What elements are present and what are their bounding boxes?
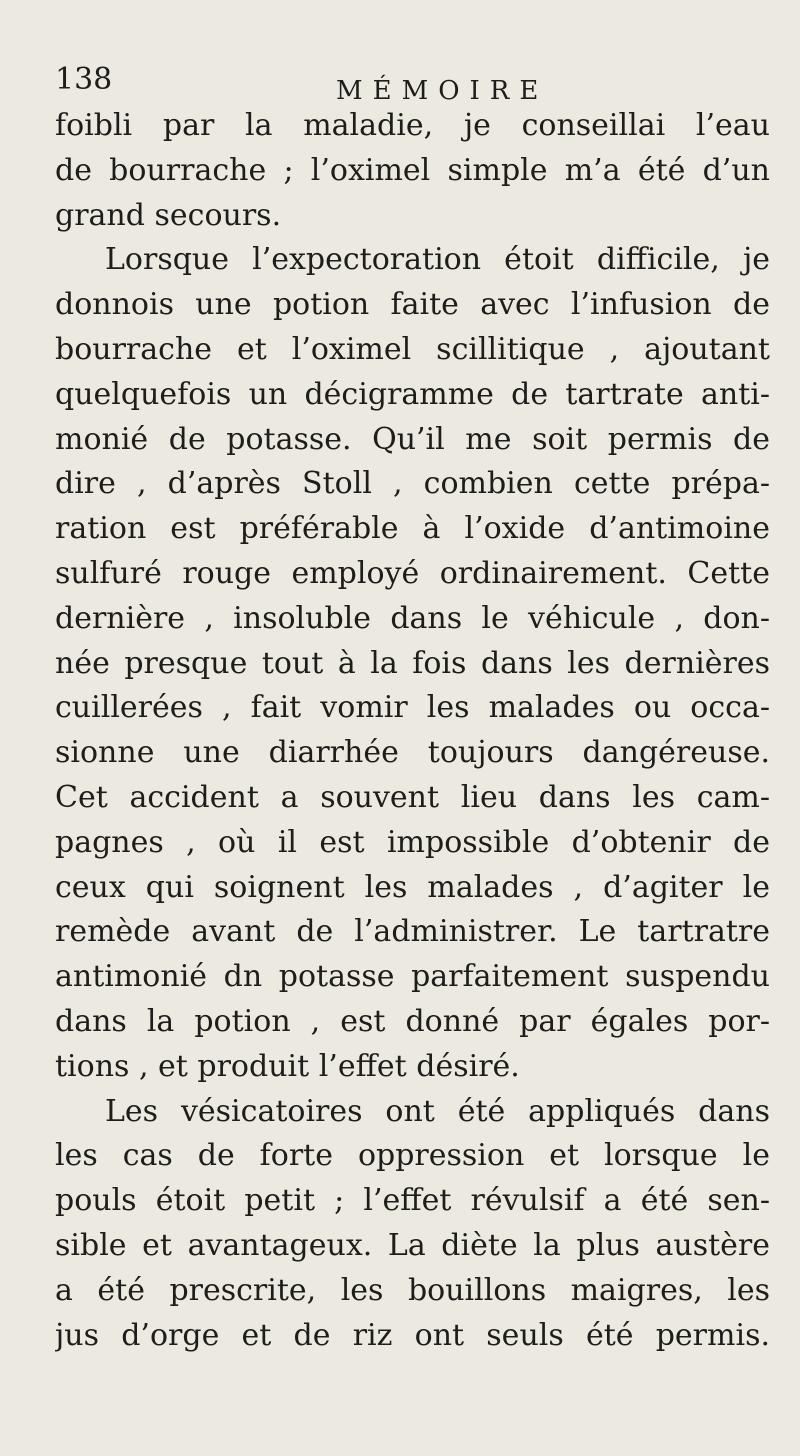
text-line: dans la potion , est donné par égales por- xyxy=(55,1003,770,1039)
text-line: pouls étoit petit ; l’effet révulsif a été sen- xyxy=(55,1183,770,1219)
text-line: de bourrache ; l’oximel simple m’a été d’un xyxy=(55,152,770,188)
text-line: cuillerées , fait vomir les malades ou occa- xyxy=(55,690,770,726)
text-line: Les vésicatoires ont été appliqués dans xyxy=(105,1093,770,1129)
text-line: ration est préférable à l’oxide d’antimoine xyxy=(55,511,770,547)
text-line: remède avant de l’administrer. Le tartratre xyxy=(55,914,770,950)
text-line: monié de potasse. Qu’il me soit permis de xyxy=(55,421,770,457)
text-line: les cas de forte oppression et lorsque le xyxy=(55,1138,770,1174)
text-line: antimonié dn potasse parfaitement suspendu xyxy=(55,959,770,995)
text-line: sible et avantageux. La diète la plus austère xyxy=(55,1227,770,1263)
text-line: dire , d’après Stoll , combien cette prépa- xyxy=(55,466,770,502)
text-line: Lorsque l’expectoration étoit difficile, je xyxy=(105,242,770,278)
text-line: sulfuré rouge employé ordinairement. Cette xyxy=(55,555,770,591)
text-line: bourrache et l’oximel scillitique , ajoutant xyxy=(55,331,770,367)
running-head: MÉMOIRE xyxy=(336,76,549,106)
text-line: ceux qui soignent les malades , d’agiter le xyxy=(55,869,770,905)
text-line: foibli par la maladie, je conseillai l’eau xyxy=(55,108,770,143)
text-line: sionne une diarrhée toujours dangéreuse. xyxy=(55,735,770,771)
text-line: quelquefois un décigramme de tartrate anti- xyxy=(55,376,770,412)
text-line: pagnes , où il est impossible d’obtenir de xyxy=(55,824,770,860)
body-text xyxy=(55,104,770,1358)
text-line: donnois une potion faite avec l’infusion de xyxy=(55,287,770,323)
text-line: jus d’orge et de riz ont seuls été permis. xyxy=(55,1317,770,1353)
text-line: a été prescrite, les bouillons maigres, les xyxy=(55,1272,770,1308)
text-line: tions , et produit l’effet désiré. xyxy=(55,1048,520,1084)
text-line: Cet accident a souvent lieu dans les cam- xyxy=(55,779,770,815)
text-line: dernière , insoluble dans le véhicule , don- xyxy=(55,600,770,636)
page-number: 138 xyxy=(55,62,113,97)
text-line: née presque tout à la fois dans les dernières xyxy=(55,645,770,681)
text-line: grand secours. xyxy=(55,197,282,233)
